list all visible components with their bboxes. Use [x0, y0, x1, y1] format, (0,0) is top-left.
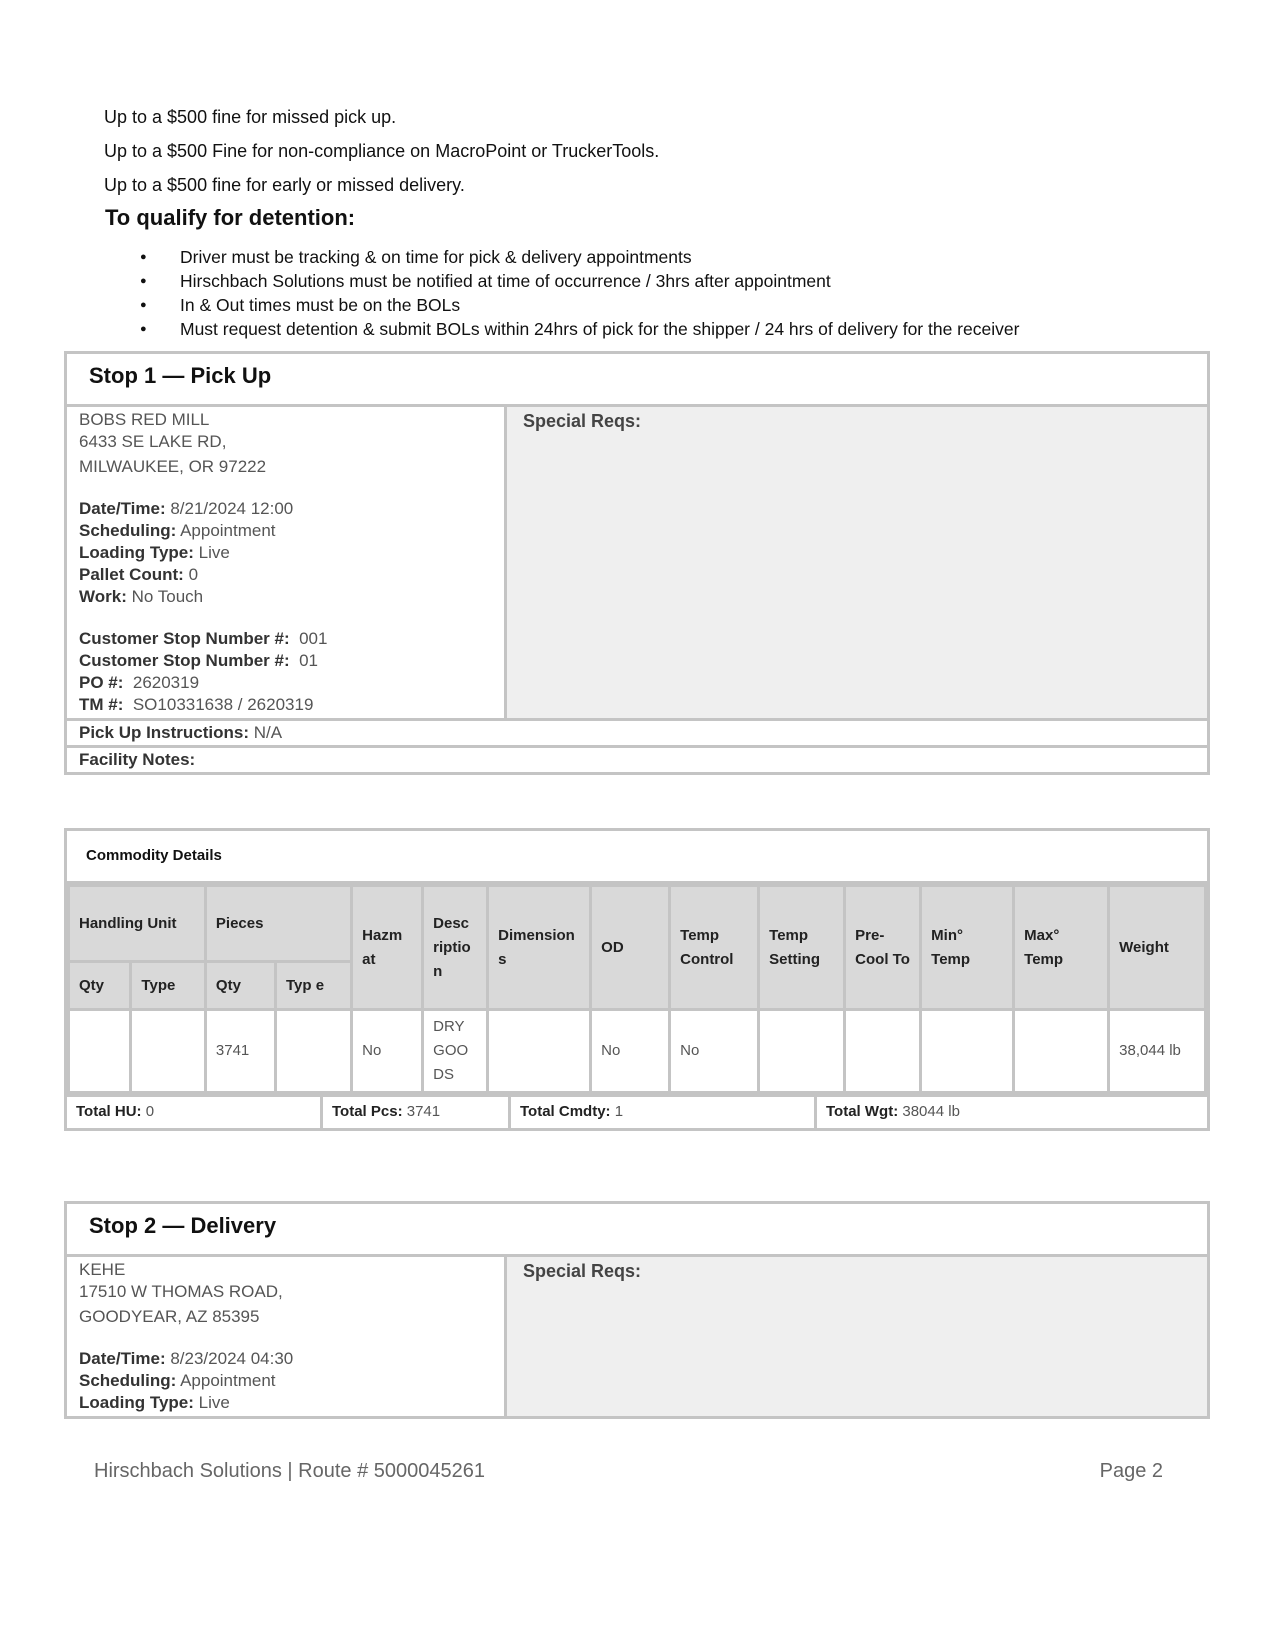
- col-pieces: Pieces: [205, 886, 351, 962]
- cell-dimensions: [488, 1010, 591, 1093]
- detention-item: ● In & Out times must be on the BOLs: [140, 293, 1019, 317]
- fine-item: Up to a $500 Fine for non-compliance on MacroPoint or TruckerTools.: [104, 141, 660, 161]
- col-precool: Pre- Cool To: [845, 886, 921, 1010]
- stop-1-city: MILWAUKEE, OR 97222: [79, 457, 267, 476]
- col-description: Desc riptio n: [423, 886, 488, 1010]
- stop-1-special-reqs: Special Reqs:: [507, 407, 1207, 718]
- stop-2-loading-type: Loading Type: Live: [79, 1393, 230, 1412]
- detention-item: ● Must request detention & submit BOLs within 24hrs of pick for the shipper / 24 hrs of delivery for the receiver: [140, 317, 1019, 341]
- stop-2-details: [67, 1257, 507, 1416]
- stop-1-customer-stop-number: Customer Stop Number #: 01: [79, 651, 319, 670]
- stop-1-datetime: Date/Time: 8/21/2024 12:00: [79, 499, 294, 518]
- stop-1-pickup-instructions: Pick Up Instructions: N/A: [67, 721, 1207, 748]
- stop-2-company: KEHE: [79, 1260, 126, 1279]
- stop-2-special-reqs: Special Reqs:: [507, 1257, 1207, 1416]
- col-temp-setting: Temp Setting: [759, 886, 845, 1010]
- col-od: OD: [591, 886, 670, 1010]
- col-hu-qty: Qty: [69, 962, 131, 1010]
- col-dimensions: Dimension s: [488, 886, 591, 1010]
- total-cmdty: Total Cmdty: 1: [511, 1097, 817, 1128]
- fine-item: Up to a $500 fine for missed pick up.: [104, 107, 397, 127]
- footer-route: Hirschbach Solutions | Route # 5000045261: [94, 1460, 486, 1482]
- stop-2-card: [64, 1201, 1210, 1419]
- stop-1-po-number: PO #: 2620319: [79, 673, 200, 692]
- stop-2-body: [67, 1257, 1207, 1416]
- cell-od: No: [591, 1010, 670, 1093]
- table-row: [69, 1010, 1206, 1093]
- stop-2-city: GOODYEAR, AZ 85395: [79, 1307, 260, 1326]
- col-temp-control: Temp Control: [670, 886, 759, 1010]
- col-weight: Weight: [1109, 886, 1206, 1010]
- stop-1-loading-type: Loading Type: Live: [79, 543, 230, 562]
- footer-page-number: Page 2: [1099, 1460, 1163, 1482]
- col-handling-unit: Handling Unit: [69, 886, 206, 962]
- commodity-table: [67, 884, 1207, 1094]
- cell-weight: 38,044 lb: [1109, 1010, 1206, 1093]
- commodity-totals: [67, 1094, 1207, 1128]
- stop-2-title: Stop 2 — Delivery: [67, 1204, 1207, 1257]
- detention-list: [140, 245, 1019, 341]
- cell-hazmat: No: [352, 1010, 423, 1093]
- stop-1-card: [64, 351, 1210, 775]
- stop-1-work: Work: No Touch: [79, 587, 204, 606]
- stop-2-street: 17510 W THOMAS ROAD,: [79, 1282, 283, 1301]
- commodity-title: Commodity Details: [67, 831, 1207, 884]
- cell-temp-control: No: [670, 1010, 759, 1093]
- stop-2-datetime: Date/Time: 8/23/2024 04:30: [79, 1349, 294, 1368]
- fine-item: Up to a $500 fine for early or missed delivery.: [104, 175, 465, 195]
- detention-heading: To qualify for detention:: [105, 205, 356, 230]
- cell-pc-qty: 3741: [205, 1010, 275, 1093]
- commodity-header-row: [69, 886, 1206, 962]
- stop-2-scheduling: Scheduling: Appointment: [79, 1371, 276, 1390]
- total-wgt: Total Wgt: 38044 lb: [826, 1103, 960, 1120]
- stop-1-facility-notes: Facility Notes:: [79, 750, 196, 769]
- cell-description: DRY GOO DS: [423, 1010, 488, 1093]
- cell-hu-qty: [69, 1010, 131, 1093]
- cell-hu-type: [131, 1010, 205, 1093]
- stop-1-tm-number: TM #: SO10331638 / 2620319: [79, 695, 314, 714]
- stop-1-pallet-count: Pallet Count: 0: [79, 565, 199, 584]
- col-pc-qty: Qty: [205, 962, 275, 1010]
- stop-1-details: [67, 407, 507, 718]
- stop-1-title: Stop 1 — Pick Up: [67, 354, 1207, 407]
- total-pcs: Total Pcs: 3741: [323, 1097, 511, 1128]
- col-pc-type: Typ e: [276, 962, 352, 1010]
- cell-temp-setting: [759, 1010, 845, 1093]
- detention-item: ● Driver must be tracking & on time for pick & delivery appointments: [140, 245, 1019, 269]
- stop-1-customer-stop-number: Customer Stop Number #: 001: [79, 629, 328, 648]
- stop-1-street: 6433 SE LAKE RD,: [79, 432, 227, 451]
- stop-1-body: [67, 407, 1207, 721]
- stop-1-company: BOBS RED MILL: [79, 410, 210, 429]
- col-hazmat: Hazm at: [352, 886, 423, 1010]
- detention-item: ● Hirschbach Solutions must be notified at time of occurrence / 3hrs after appointment: [140, 269, 1019, 293]
- cell-pc-type: [276, 1010, 352, 1093]
- total-hu: Total HU: 0: [67, 1097, 323, 1128]
- fine-list: [104, 100, 659, 202]
- cell-max-temp: [1014, 1010, 1109, 1093]
- col-max-temp: Max° Temp: [1014, 886, 1109, 1010]
- stop-1-scheduling: Scheduling: Appointment: [79, 521, 276, 540]
- cell-min-temp: [921, 1010, 1014, 1093]
- cell-precool: [845, 1010, 921, 1093]
- commodity-details-card: [64, 828, 1210, 1131]
- col-min-temp: Min° Temp: [921, 886, 1014, 1010]
- col-hu-type: Type: [131, 962, 205, 1010]
